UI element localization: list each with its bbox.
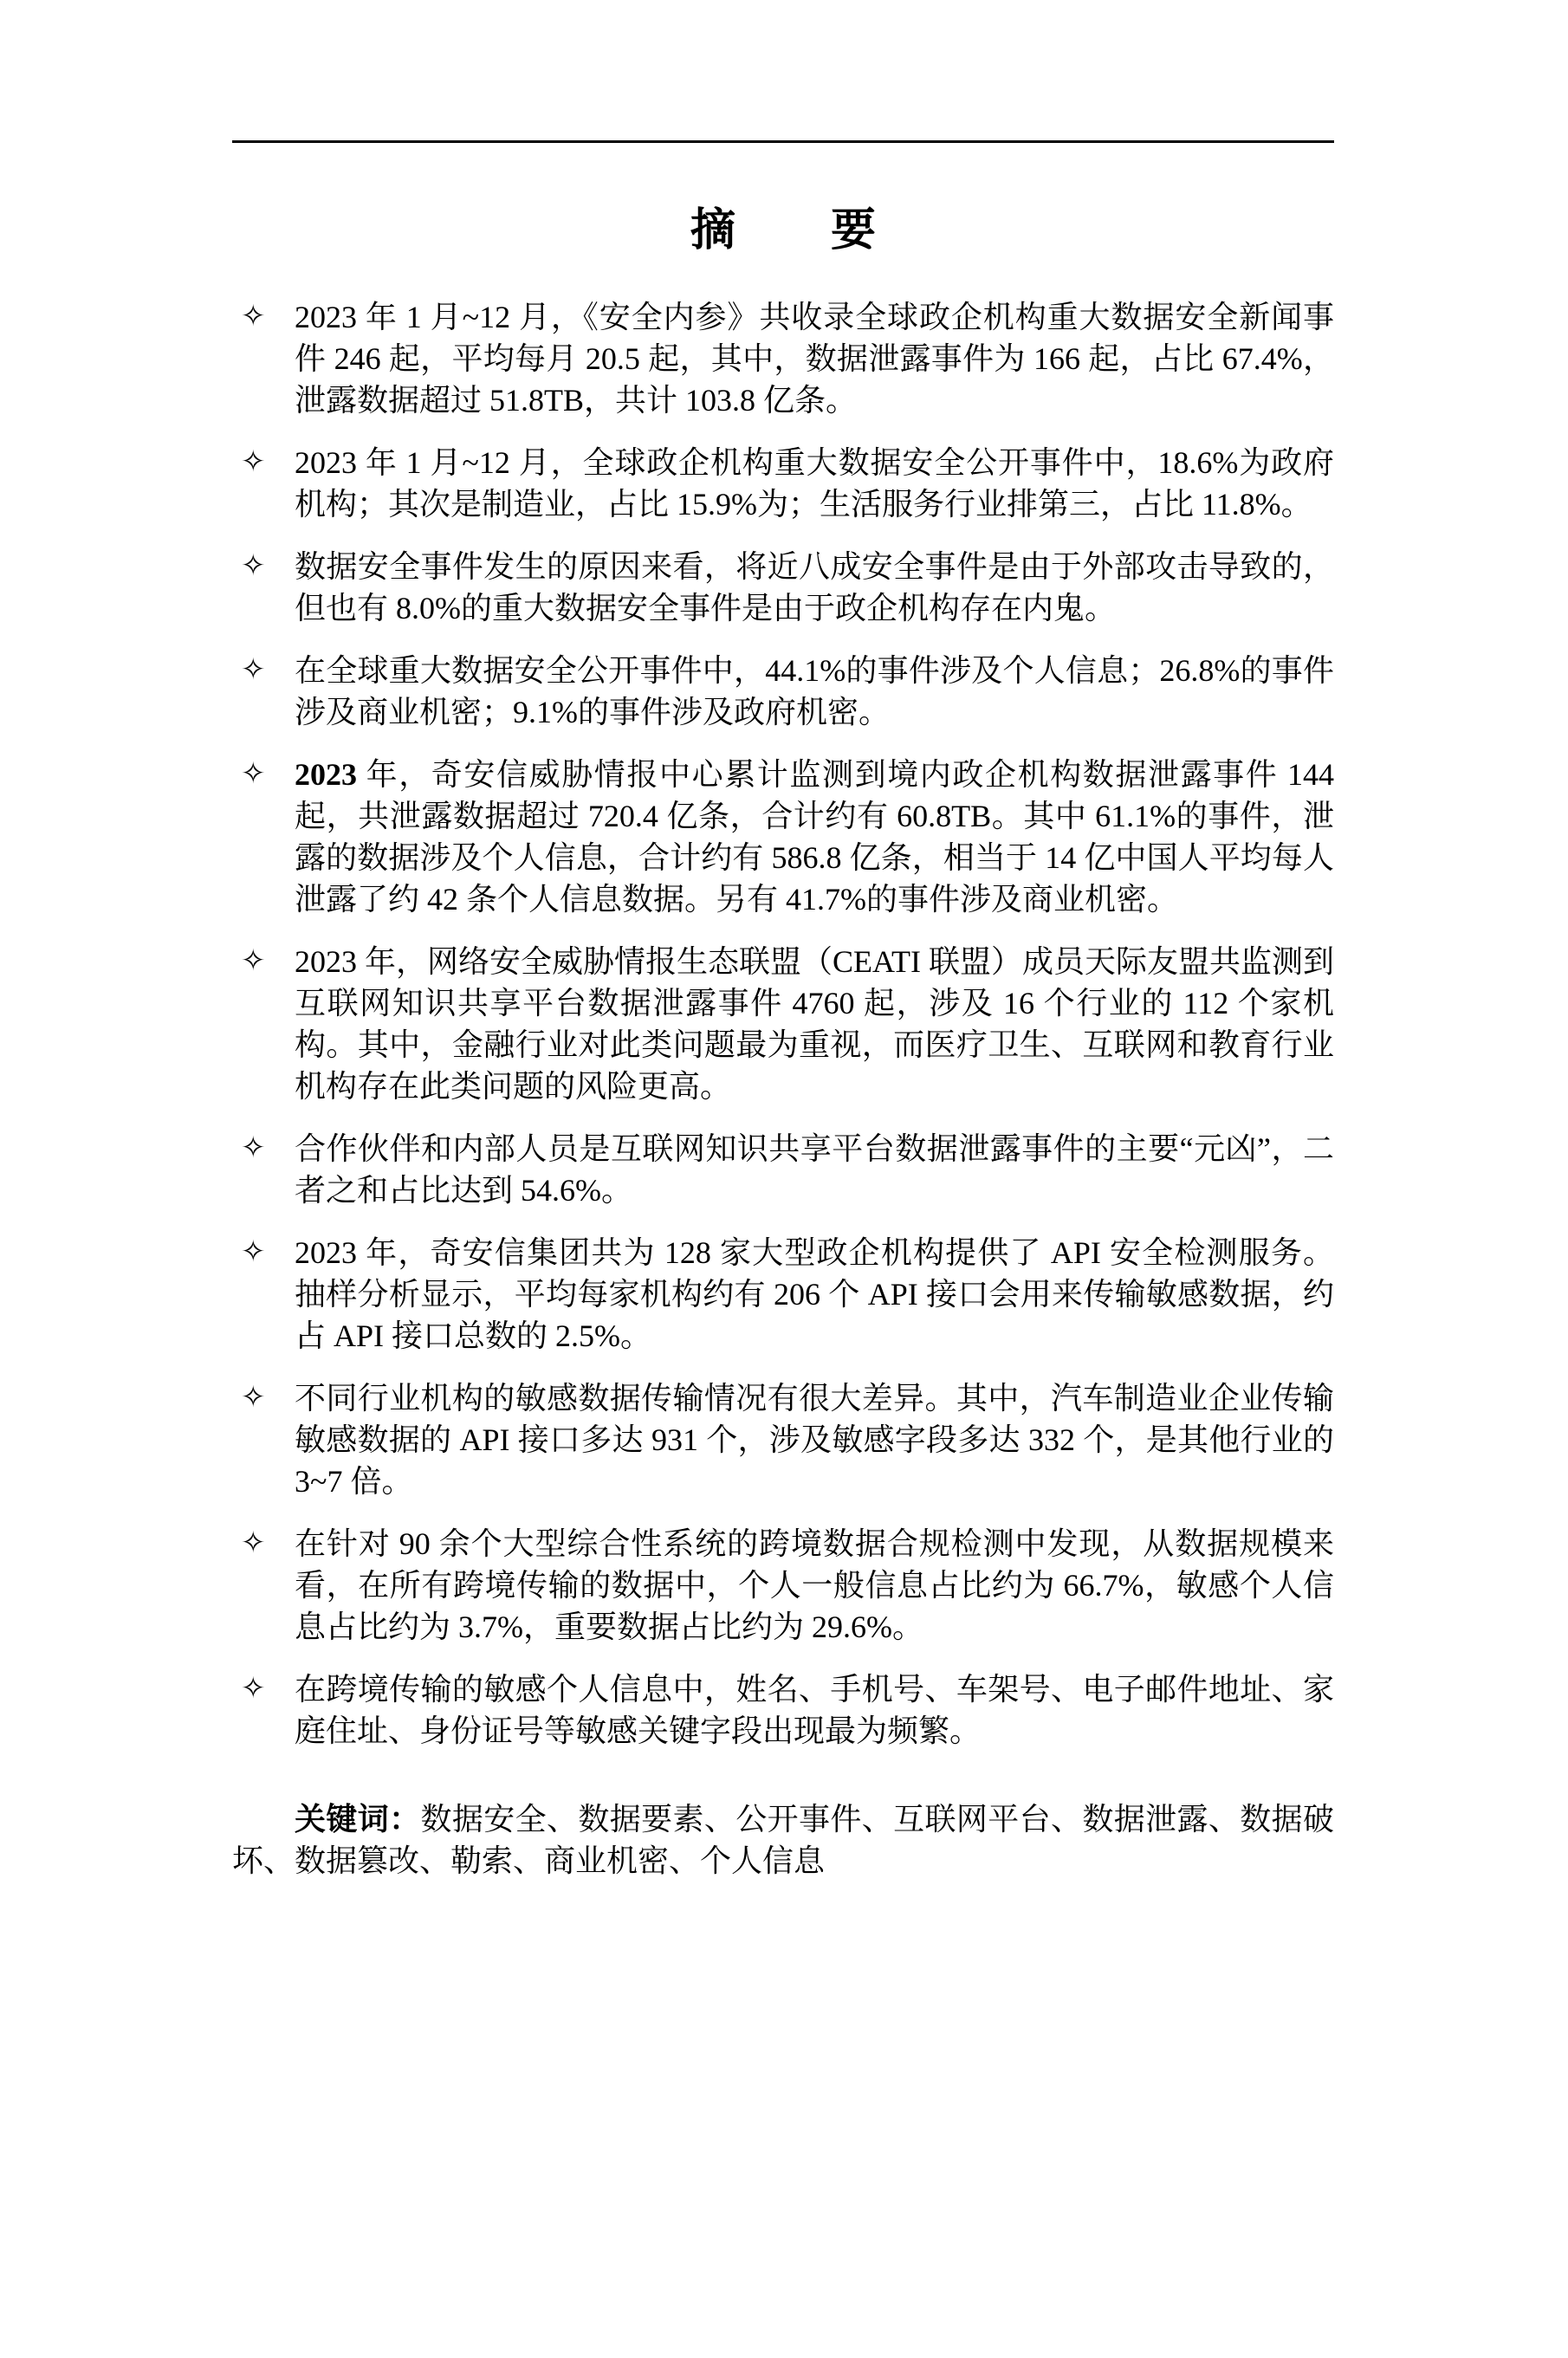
bullet-text: 数据安全事件发生的原因来看，将近八成安全事件是由于外部攻击导致的，但也有 8.0%的重大数据安全事件是由于政企机构存在内鬼。 [295, 549, 1334, 625]
header-rule [232, 140, 1334, 143]
summary-bullet-list [232, 296, 1334, 1752]
summary-bullet [232, 442, 1334, 525]
bullet-diamond-icon: ✧ [241, 446, 266, 478]
bullet-text: 2023 年，网络安全威胁情报生态联盟（CEATI 联盟）成员天际友盟共监测到互联网知识共享平台数据泄露事件 4760 起，涉及 16 个行业的 112 个家机构。其中，金融行业对此类问题最为重视，而医疗卫生、互联网和教育行业机构存在此类问题的风险更高。 [295, 944, 1334, 1104]
summary-bullet [232, 1668, 1334, 1752]
bullet-diamond-icon: ✧ [241, 758, 266, 790]
summary-bullet [232, 650, 1334, 733]
bullet-diamond-icon: ✧ [241, 550, 266, 582]
bullet-text: 年，奇安信威胁情报中心累计监测到境内政企机构数据泄露事件 144 起，共泄露数据超过 720.4 亿条，合计约有 60.8TB。其中 61.1%的事件，泄露的数据涉及个人信息，合计约有 586.8 亿条，相当于 14 亿中国人平均每人泄露了约 42 条个人信息数据。另有 41.7%的事件涉及商业机密。 [295, 757, 1334, 917]
bullet-diamond-icon: ✧ [241, 654, 266, 686]
summary-bullet [232, 1128, 1334, 1211]
bullet-text: 在全球重大数据安全公开事件中，44.1%的事件涉及个人信息；26.8%的事件涉及商业机密；9.1%的事件涉及政府机密。 [295, 653, 1334, 729]
bullet-text: 在针对 90 余个大型综合性系统的跨境数据合规检测中发现，从数据规模来看，在所有跨境传输的数据中，个人一般信息占比约为 66.7%，敏感个人信息占比约为 3.7%，重要数据占比约为 29.6%。 [295, 1526, 1334, 1644]
abstract-page [0, 140, 1568, 2358]
bullet-diamond-icon: ✧ [241, 1236, 266, 1268]
bullet-text: 合作伙伴和内部人员是互联网知识共享平台数据泄露事件的主要“元凶”，二者之和占比达到 54.6%。 [295, 1131, 1334, 1208]
bullet-text: 2023 年，奇安信集团共为 128 家大型政企机构提供了 API 安全检测服务。抽样分析显示，平均每家机构约有 206 个 API 接口会用来传输敏感数据，约占 API 接口总数的 2.5%。 [295, 1235, 1334, 1353]
summary-bullet [232, 1377, 1334, 1502]
bullet-text: 不同行业机构的敏感数据传输情况有很大差异。其中，汽车制造业企业传输敏感数据的 API 接口多达 931 个，涉及敏感字段多达 332 个，是其他行业的 3~7 倍。 [295, 1381, 1334, 1499]
summary-bullet [232, 1232, 1334, 1357]
summary-bullet [232, 941, 1334, 1107]
summary-bullet [232, 296, 1334, 421]
bullet-diamond-icon: ✧ [241, 1132, 266, 1164]
bullet-diamond-icon: ✧ [241, 1382, 266, 1414]
bullet-text: 2023 年 1 月~12 月，全球政企机构重大数据安全公开事件中，18.6%为政府机构；其次是制造业，占比 15.9%为；生活服务行业排第三，占比 11.8%。 [295, 445, 1334, 521]
keywords-text: 数据安全、数据要素、公开事件、互联网平台、数据泄露、数据破坏、数据篡改、勒索、商业机密、个人信息 [232, 1802, 1334, 1878]
bullet-diamond-icon: ✧ [241, 945, 266, 977]
summary-bullet [232, 546, 1334, 629]
summary-bullet [232, 1523, 1334, 1648]
bullet-text: 2023 年 1 月~12 月，《安全内参》共收录全球政企机构重大数据安全新闻事件 246 起，平均每月 20.5 起，其中，数据泄露事件为 166 起，占比 67.4%，泄露数据超过 51.8TB，共计 103.8 亿条。 [295, 300, 1334, 418]
summary-bullet [232, 754, 1334, 920]
bullet-diamond-icon: ✧ [241, 1673, 266, 1705]
bullet-text: 在跨境传输的敏感个人信息中，姓名、手机号、车架号、电子邮件地址、家庭住址、身份证号等敏感关键字段出现最为频繁。 [295, 1672, 1334, 1748]
keywords-paragraph [232, 1798, 1334, 1882]
page-title: 摘 要 [690, 205, 878, 256]
bullet-lead: 2023 [295, 757, 357, 792]
keywords-label: 关键词： [295, 1801, 421, 1837]
bullet-diamond-icon: ✧ [241, 1527, 266, 1559]
bullet-diamond-icon: ✧ [241, 301, 266, 333]
